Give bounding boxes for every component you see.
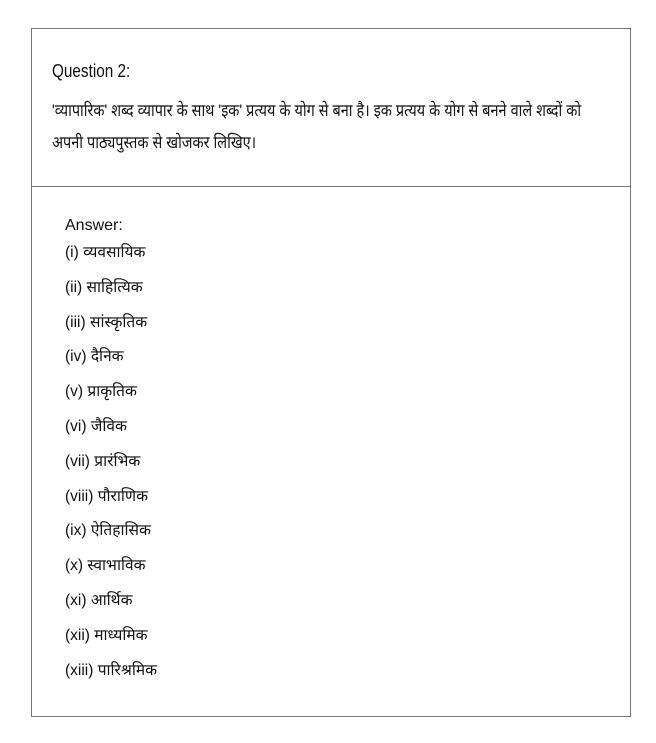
- answer-item: (iv) दैनिक: [65, 348, 124, 366]
- answer-item: (xi) आर्थिक: [65, 591, 133, 609]
- answer-item: (vii) प्रारंभिक: [65, 452, 141, 470]
- answer-item: (ii) साहित्यिक: [65, 278, 143, 296]
- question-text: 'व्यापारिक' शब्द व्यापार के साथ 'इक' प्रत्यय के योग से बना है। इक प्रत्यय के योग से बनने वाले शब्दों को अपनी पाठ्यपुस्तक से खोजकर लिखिए।: [52, 101, 582, 152]
- qa-card: [31, 28, 631, 717]
- answer-section: [65, 217, 157, 693]
- answer-item: (iii) सांस्कृतिक: [65, 313, 148, 331]
- answer-item: (i) व्यवसायिक: [65, 244, 146, 261]
- question-section: [32, 29, 630, 187]
- answer-title: Answer:: [65, 217, 123, 234]
- answer-item: (x) स्वाभाविक: [65, 557, 146, 575]
- answer-item: (v) प्राकृतिक: [65, 383, 137, 401]
- answer-item: (xii) माध्यमिक: [65, 626, 148, 644]
- answer-item: (ix) ऐतिहासिक: [65, 522, 151, 540]
- answer-item: (xiii) पारिश्रमिक: [65, 661, 158, 679]
- answer-item: (vi) जैविक: [65, 417, 127, 435]
- answer-item: (viii) पौराणिक: [65, 487, 149, 505]
- question-title: Question 2:: [52, 61, 131, 81]
